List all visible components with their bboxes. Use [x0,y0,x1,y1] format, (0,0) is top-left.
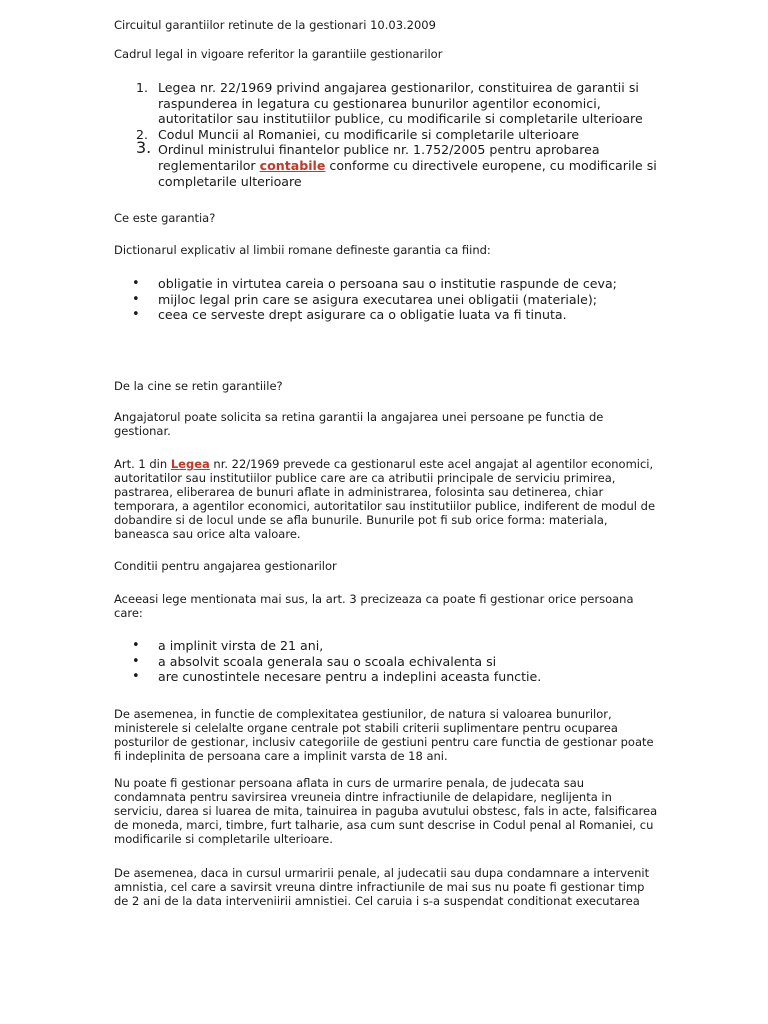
question-from-whom: De la cine se retin garantiile? [114,379,283,393]
legal-framework-list [114,80,659,189]
employer-paragraph: Angajatorul poate solicita sa retina garantii la angajarea unei persoane pe functia de gestionar. [114,410,604,438]
conditions-list [114,638,659,685]
list-item: • a absolvit scoala generala sau o scoala echivalenta si [132,653,497,669]
penal-paragraph: Nu poate fi gestionar persoana aflata in curs de urmarire penala, de judecata sau condamnata pentru savirsirea vreuneia dintre infractiunile de delapidare, neglijenta in serviciu, darea si luarea de mita, tainuirea in paguba avutului obstesc, fals in acte, falsificarea de moneda, marci, timbre, furt talharie, asa cum sunt descrise in Codul penal al Romaniei, cu modificarile si completarile ulterioare. [114,776,658,846]
legal-framework-heading: Cadrul legal in vigoare referitor la garantiile gestionarilor [114,47,443,61]
amnesty-paragraph: De asemenea, daca in cursul urmaririi penale, al judecatii sau dupa condamnare a intervenit amnistia, cel care a savirsit vreuna dintre infractiunile de mai sus nu poate fi gestionar timp de 2 ani de la data interveniirii amnistiei. Cel caruia i s-a suspendat conditionat executarea [114,866,650,908]
list-item: • ceea ce serveste drept asigurare ca o obligatie luata va fi tinuta. [132,307,567,323]
list-item: • obligatie in virtutea careia o persoana sau o institutie raspunde de ceva; [132,276,617,291]
list-item: • a implinit virsta de 21 ani, [132,638,324,653]
question-what-is-guarantee: Ce este garantia? [114,211,216,225]
dictionary-intro: Dictionarul explicativ al limbii romane defineste garantia ca fiind: [114,243,491,257]
legea-link[interactable]: Legea [170,457,210,471]
criteria-paragraph: De asemenea, in functie de complexitatea gestiunilor, de natura si valoarea bunurilor, ministerele si celelalte organe centrale pot stabili criterii suplimentare pentru ocuparea posturilor de gestionar, inclusiv categoriile de gestiuni pentru care functia de gestionar poate fi indeplinita de persoana care a implinit varsta de 18 ani. [114,707,654,763]
list-item: • are cunostintele necesare pentru a indeplini aceasta functie. [132,669,542,685]
art3-paragraph: Aceeasi lege mentionata mai sus, la art. 3 precizeaza ca poate fi gestionar orice persoana care: [114,592,634,620]
document-title: Circuitul garantiilor retinute de la gestionari 10.03.2009 [114,18,436,32]
conditions-heading: Conditii pentru angajarea gestionarilor [114,559,337,573]
list-item: 2. Codul Muncii al Romaniei, cu modificarile si completarile ulterioare [136,126,580,142]
list-item: 3. Ordinul ministrului finantelor publice nr. 1.752/2005 pentru aprobarea reglementarilor contabile conforme cu directivele europene, cu modificarile si completarile ulterioare [136,138,657,189]
art1-paragraph: Art. 1 din Legea nr. 22/1969 prevede ca gestionarul este acel angajat al agentilor economici, autoritatilor sau institutiilor publice care are ca atributii principale de serviciu primirea, pastrarea, eliberarea de bunuri aflate in administrarea, folosinta sau detinerea, chiar temporara, a agentilor economici, autoritatilor sau institutiilor publice, indiferent de modul de dobandire si de locul unde se afla bunurile. Bunurile pot fi sub orice forma: materiala, baneasca sau orice alta valoare. [114,457,656,541]
list-item: • mijloc legal prin care se asigura executarea unei obligatii (materiale); [132,291,597,307]
list-item: 1. Legea nr. 22/1969 privind angajarea gestionarilor, constituirea de garantii si raspunderea in legatura cu gestionarea bunurilor agentilor economici, autoritatilor sau institutiilor publice, cu modificarile si completarile ulterioare [136,80,643,127]
contabile-link[interactable]: contabile [259,157,326,173]
definition-list [114,276,659,323]
